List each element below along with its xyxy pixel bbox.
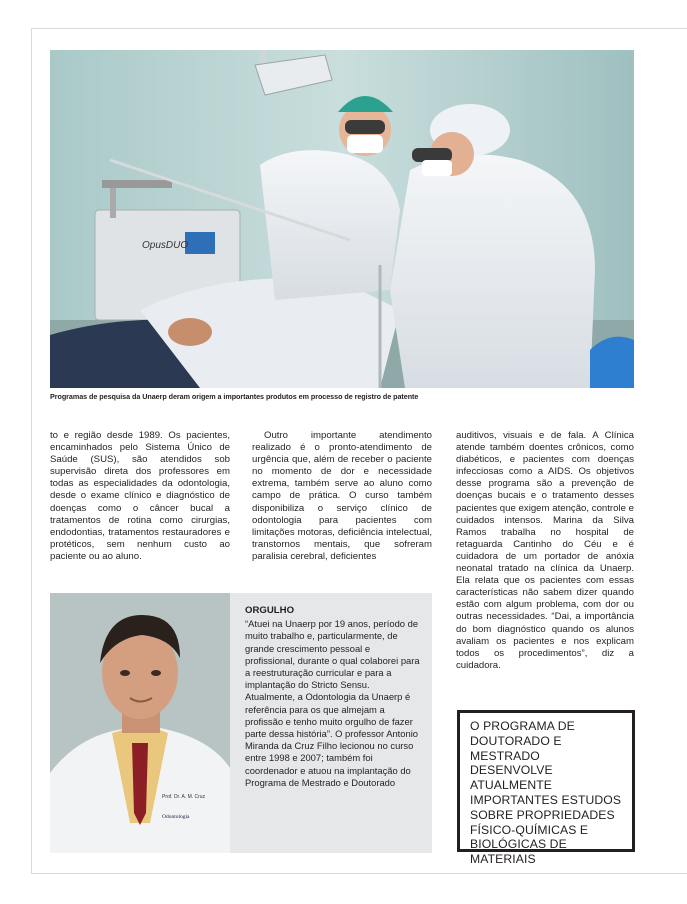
- coat-name-text: Prof. Dr. A. M. Cruz: [162, 794, 206, 800]
- article-column-3: auditivos, visuais e de fala. A Clínica atende também doentes crônicos, como diabéticos, e pacientes com doenças infecciosas como a AIDS. Os objetivos desse programa são a prevenção de doenças bucais e o tratamento desses pacientes que exigem atenção, controle e cuidados intensos. Marina da Silva Ramos trabalha no hospital de retaguarda Cantinho do Céu e é cuidadora de um portador de anóxia neonatal tratado na clínica da Unaerp. Ela relata que os pacientes com essas características não sabem dizer quando estão com algum problema, com dor ou outras necessidades. “Dai, a importância do bom diagnóstico quando os alunos avaliam os pacientes e nos explicam todos os procedimentos”, diz a cuidadora.: [456, 430, 634, 671]
- professor-portrait: [50, 593, 230, 853]
- highlight-callout: O PROGRAMA DE DOUTORADO E MESTRADO DESENVOLVE ATUALMENTE IMPORTANTES ESTUDOS SOBRE PROPRIEDADES FÍSICO-QUÍMICAS E BIOLÓGICAS DE MATERIAIS: [457, 710, 635, 852]
- sidebar-box: [50, 593, 432, 853]
- article-column-2-text: Outro importante atendimento realizado é o pronto-atendimento de urgência que, além de receber o paciente no momento de dor e necessidade extrema, também serve ao aluno como campo de prática. O curso também disponibiliza o serviço clínico de odontologia para pacientes com limitações motoras, deficiência intelectual, transtornos mentais, que sofreram paralisia cerebral, deficientes: [252, 430, 432, 562]
- dental-clinic-photo: [50, 50, 634, 388]
- sidebar-body: “Atuei na Unaerp por 19 anos, período de muito trabalho e, particularmente, de grande crescimento pessoal e profissional, durante o qual colaborei para a reestruturação curricular e para a implantação do Stricto Sensu. Atualmente, a Odontologia da Unaerp é referência para os que almejam a profissão e tenho muito orgulho de fazer parte dessa história”. O professor Antonio Miranda da Cruz Filho lecionou no curso entre 1998 e 2007; também foi coordenador e atuou na implantação do Programa de Mestrado e Doutorado: [245, 618, 420, 788]
- article-column-2: [252, 430, 432, 563]
- article-column-1: to e região desde 1989. Os pacientes, encaminhados pelo Sistema Único de Saúde (SUS), são atendidos sob supervisão direta dos professores em todas as especialidades da odontologia, desde o exame clínico e diagnóstico de doenças como o câncer bucal a tratamentos de rotina como cirurgias, endodontias, tratamentos restauradores e protéticos, sem nenhum custo ao paciente ou ao aluno.: [50, 430, 230, 562]
- sidebar-quote: [245, 605, 420, 789]
- machine-label: OpusDUO: [142, 240, 189, 251]
- coat-dept-text: Odontologia: [162, 814, 190, 820]
- photo-caption: Programas de pesquisa da Unaerp deram origem a importantes produtos em processo de registro de patente: [50, 392, 419, 401]
- sidebar-title: ORGULHO: [245, 605, 295, 616]
